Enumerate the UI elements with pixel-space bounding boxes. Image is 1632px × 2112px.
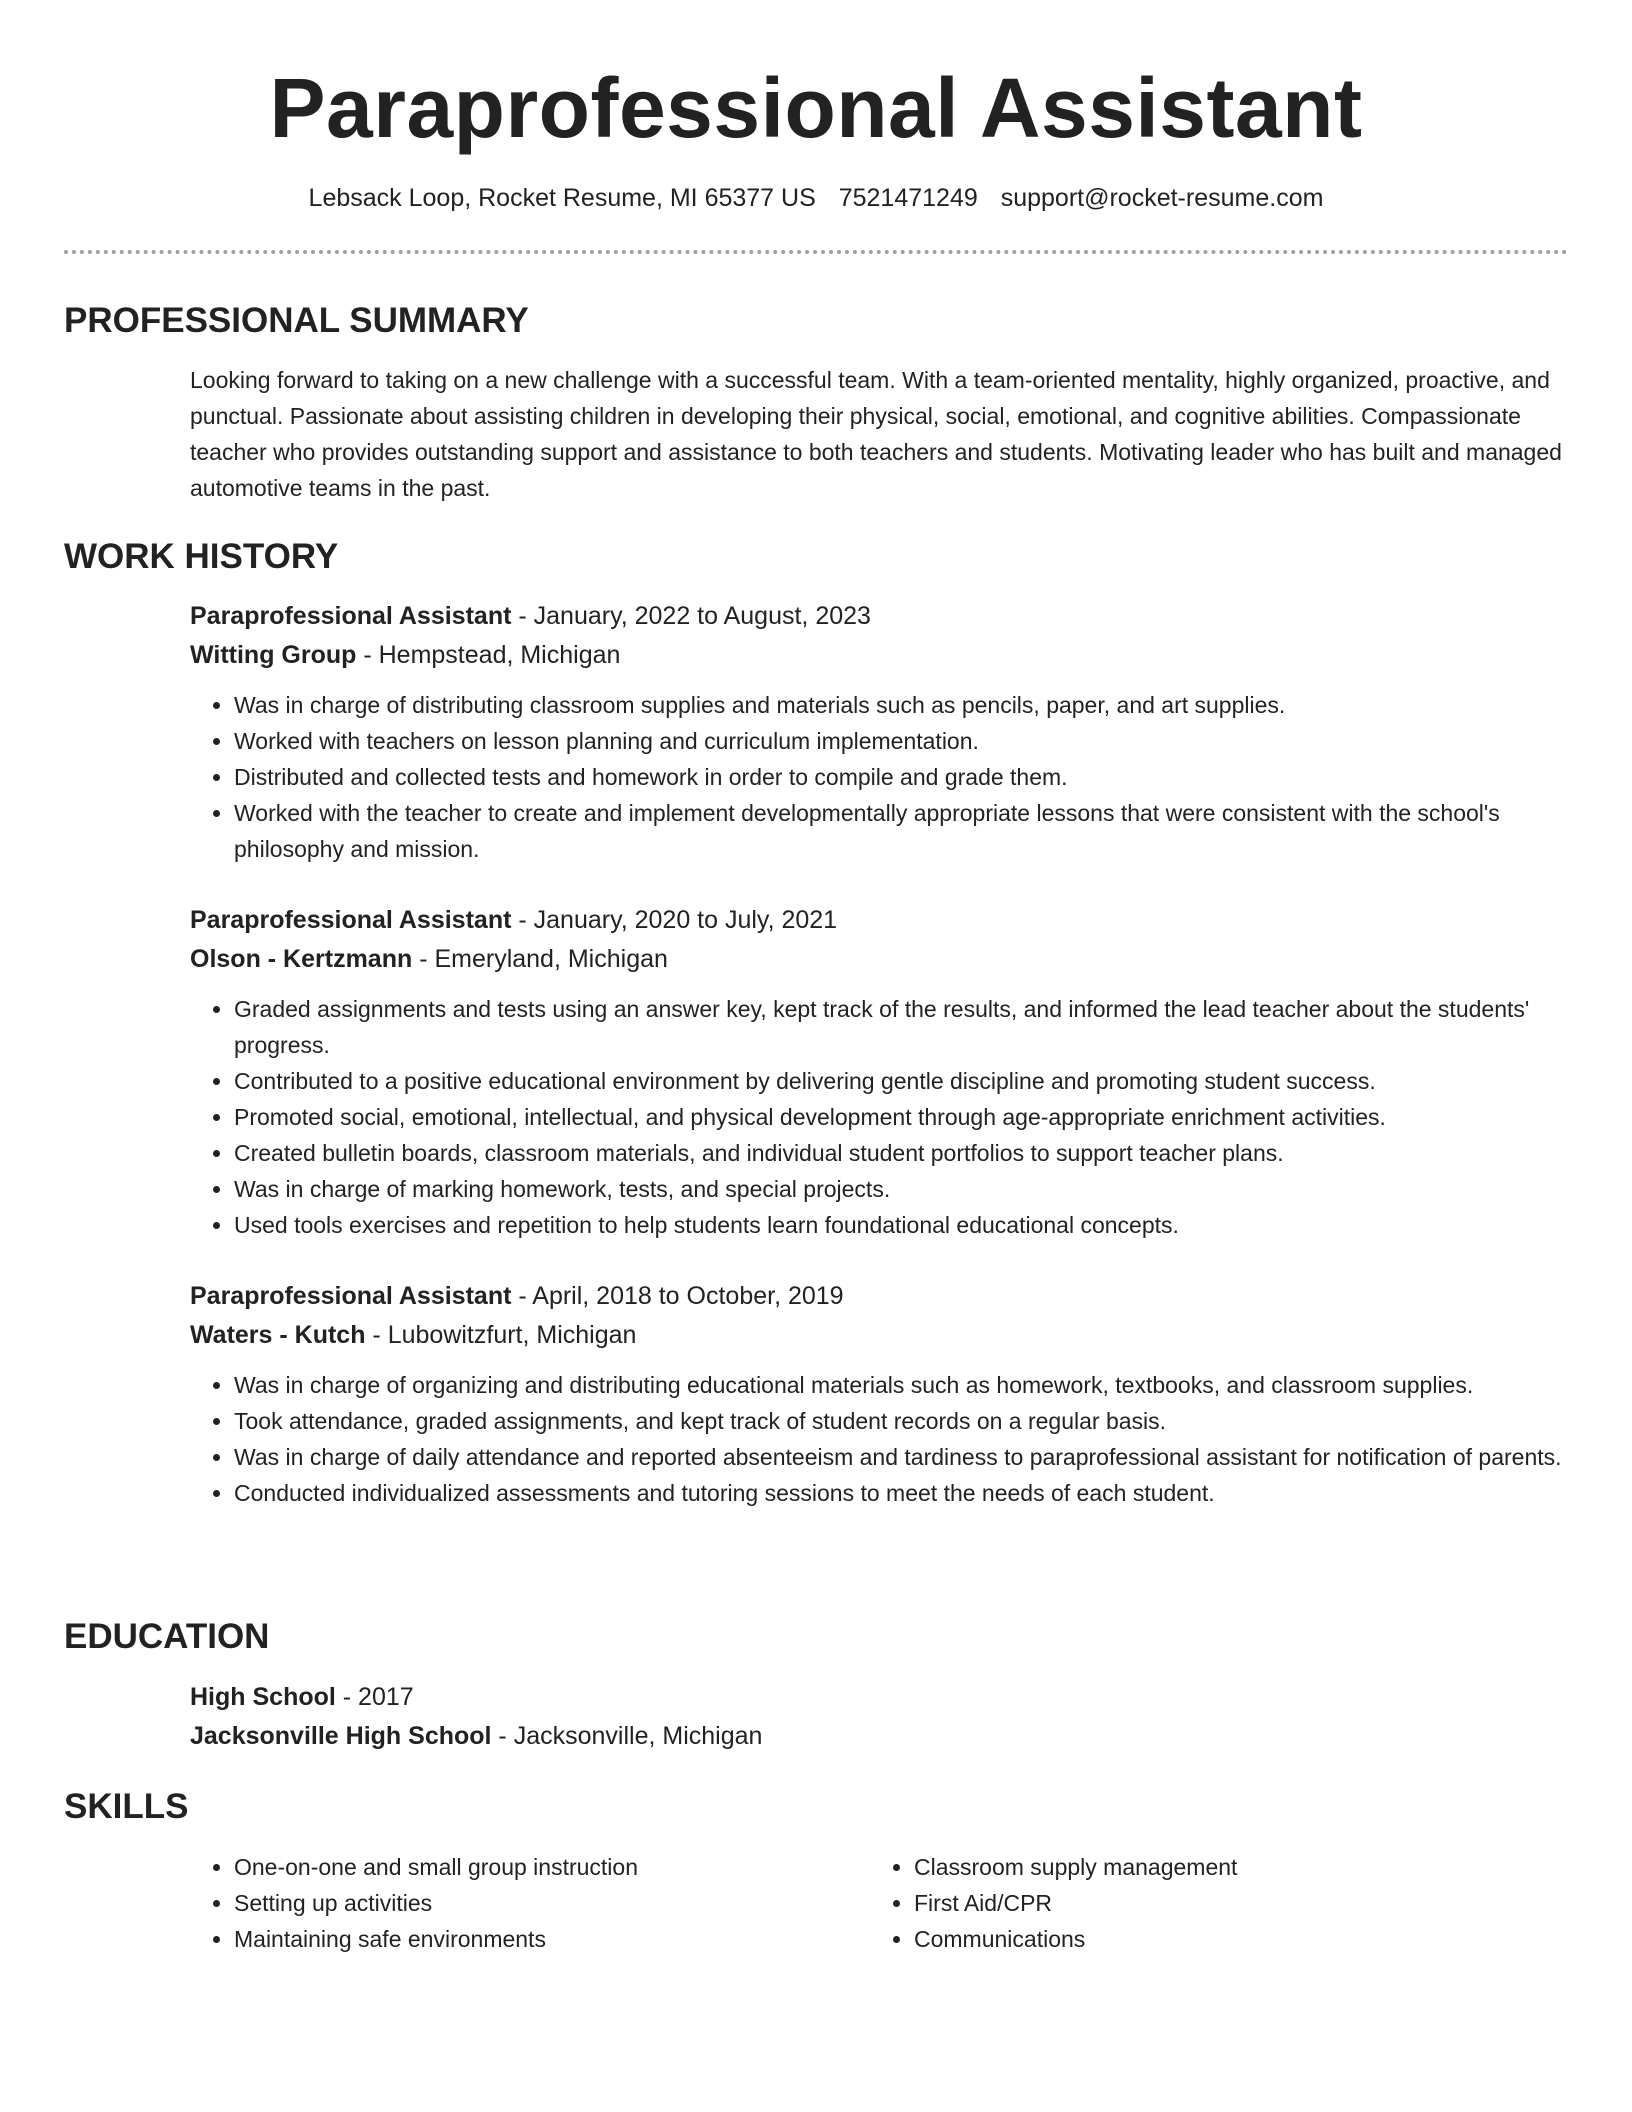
education-degree: High School [190,1683,336,1711]
job-bullet: • Used tools exercises and repetition to help students learn foundational educational concepts. [234,1207,1570,1243]
job-bullets [190,687,1570,867]
job-entry [190,597,1570,867]
skill-item: • Maintaining safe environments [234,1921,870,1957]
education-location: Jacksonville, Michigan [513,1722,763,1750]
job-separator: - [365,1321,388,1349]
education-school-line [190,1717,1570,1756]
education-entry [190,1678,1570,1756]
job-title-line [190,1277,1570,1316]
job-separator: - [511,1282,533,1310]
skill-item: • Classroom supply management [914,1849,1550,1885]
education-degree-line [190,1678,1570,1717]
job-separator: - [356,641,379,669]
contact-phone: 7521471249 [838,184,978,212]
candidate-name: Paraprofessional Assistant [269,61,1363,155]
job-bullet: • Worked with teachers on lesson planning and curriculum implementation. [234,723,1570,759]
education-year: 2017 [358,1683,414,1711]
skills-section [190,1849,1570,1957]
job-separator: - [511,602,534,630]
skill-item: • First Aid/CPR [914,1885,1550,1921]
job-bullet: • Was in charge of distributing classroom supplies and materials such as pencils, paper, and art supplies. [234,687,1570,723]
job-bullet: • Was in charge of organizing and distributing educational materials such as homework, textbooks, and classroom supplies. [234,1367,1570,1403]
job-company: Witting Group [190,641,357,669]
job-company: Olson - Kertzmann [190,945,413,973]
job-dates: January, 2020 to July, 2021 [533,906,838,934]
education-separator: - [335,1683,359,1711]
skill-item: • Communications [914,1921,1550,1957]
job-title-line [190,901,1570,940]
job-role: Paraprofessional Assistant [190,1282,512,1310]
job-bullet: • Was in charge of marking homework, tests, and special projects. [234,1171,1570,1207]
job-bullet: • Contributed to a positive educational environment by delivering gentle discipline and promoting student success. [234,1063,1570,1099]
job-bullet: • Distributed and collected tests and homework in order to compile and grade them. [234,759,1570,795]
job-separator: - [511,906,534,934]
job-location: Emeryland, Michigan [434,945,668,973]
job-title-line [190,597,1570,636]
job-location: Lubowitzfurt, Michigan [387,1321,637,1349]
job-entry [190,1277,1570,1511]
job-role: Paraprofessional Assistant [190,906,512,934]
job-dates: April, 2018 to October, 2019 [532,1282,844,1310]
job-bullet: • Worked with the teacher to create and implement developmentally appropriate lessons that were consistent with the school's philosophy and mission. [234,795,1570,867]
work-history-heading: WORK HISTORY [64,537,339,576]
job-bullet: • Conducted individualized assessments and tutoring sessions to meet the needs of each student. [234,1475,1570,1511]
job-bullets [190,1367,1570,1511]
job-entry [190,901,1570,1243]
education-school: Jacksonville High School [190,1722,492,1750]
job-bullet: • Took attendance, graded assignments, and kept track of student records on a regular basis. [234,1403,1570,1439]
job-company-line [190,1316,1570,1355]
job-role: Paraprofessional Assistant [190,602,512,630]
skills-heading: SKILLS [64,1787,189,1826]
summary-heading: PROFESSIONAL SUMMARY [64,301,529,340]
job-bullet: • Graded assignments and tests using an answer key, kept track of the results, and informed the lead teacher about the students' progress. [234,991,1570,1063]
job-company-line [190,940,1570,979]
education-heading: EDUCATION [64,1617,270,1656]
job-separator: - [412,945,435,973]
job-bullet: • Promoted social, emotional, intellectual, and physical development through age-appropriate enrichment activities. [234,1099,1570,1135]
skills-column-right [870,1849,1550,1957]
summary-text: Looking forward to taking on a new challenge with a successful team. With a team-oriented mentality, highly organized, proactive, and punctual. Passionate about assisting children in developing their physical, social, emotional, and cognitive abilities. Compassionate teacher who provides outstanding support and assistance to both teachers and students. Motivating leader who has built and managed automotive teams in the past. [190,367,1562,501]
header-divider [64,250,1568,254]
job-company: Waters - Kutch [190,1321,366,1349]
skill-item: • One-on-one and small group instruction [234,1849,870,1885]
education-separator: - [491,1722,514,1750]
job-bullet: • Created bulletin boards, classroom materials, and individual student portfolios to support teacher plans. [234,1135,1570,1171]
skill-item: • Setting up activities [234,1885,870,1921]
contact-line [0,180,1632,216]
contact-address: Lebsack Loop, Rocket Resume, MI 65377 US [308,184,816,212]
job-dates: January, 2022 to August, 2023 [533,602,871,630]
job-bullets [190,991,1570,1243]
skills-column-left [190,1849,870,1957]
job-company-line [190,636,1570,675]
job-location: Hempstead, Michigan [378,641,621,669]
contact-email: support@rocket-resume.com [1000,184,1324,212]
job-bullet: • Was in charge of daily attendance and reported absenteeism and tardiness to paraprofessional assistant for notification of parents. [234,1439,1570,1475]
summary-section [190,362,1570,506]
